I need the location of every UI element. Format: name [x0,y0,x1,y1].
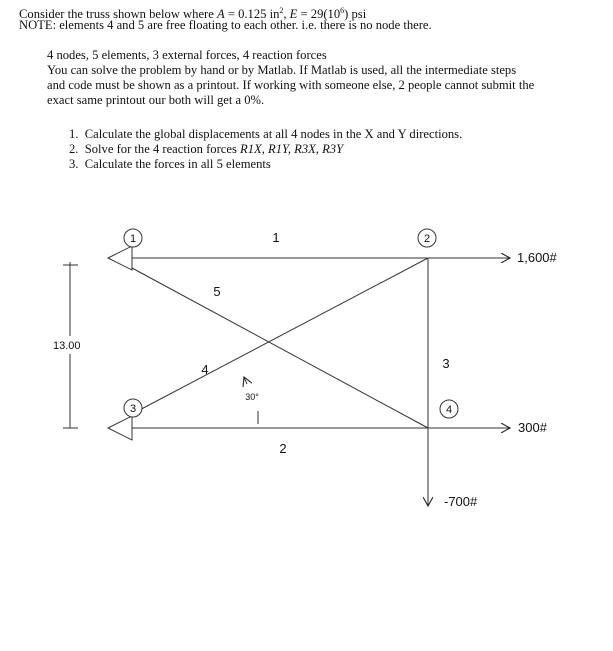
element-1-label: 1 [272,230,280,245]
angle-label: 30° [245,392,259,402]
force-label-700: -700# [444,494,478,509]
note-text: NOTE: elements 4 and 5 are free floating to each other. i.e. there is no node there. [19,18,432,32]
element-2-label: 2 [279,441,287,456]
task-number: 1. [69,127,79,141]
force-label-300: 300# [518,420,547,435]
element-4-label: 4 [201,362,209,377]
task-text: Calculate the global displacements at all 4 nodes in the X and Y directions. [84,127,463,141]
node-2-label: 2 [423,233,431,245]
node-4-label: 4 [445,404,453,416]
task-text: Calculate the forces in all 5 elements [84,157,271,171]
angle-arrow [244,377,247,384]
statement-text: Consider the truss shown below where [19,7,217,22]
modulus-exponent: 6 [340,6,345,15]
area-exponent: 2 [279,6,284,15]
dimension-label: 13.00 [53,340,81,352]
modulus-unit: ) psi [344,7,367,22]
task-number: 2. [69,142,79,156]
modulus-value: = 29(10 [297,7,341,22]
area-value: = 0.125 in [224,7,280,22]
task-number: 3. [69,157,79,171]
task-text: Solve for the 4 reaction forces [84,142,241,156]
separator: , [283,7,290,22]
element-3-label: 3 [442,356,450,371]
force-label-1600: 1,600# [517,250,557,265]
instructions-line-3: exact same printout our both will get a 0%. [47,93,265,107]
modulus-symbol: E [289,7,298,22]
node-3-label: 3 [129,403,137,415]
element-4-member [129,258,428,415]
summary-text: 4 nodes, 5 elements, 3 external forces, 4 reaction forces [47,48,327,62]
area-symbol: A [216,7,225,22]
element-5-label: 5 [213,284,221,299]
node-1-label: 1 [129,233,137,245]
instructions-line-1: You can solve the problem by hand or by Matlab. If Matlab is used, all the intermediate steps [47,63,517,77]
reaction-symbols: R1X, R1Y, R3X, R3Y [240,142,344,156]
pin-support-node-3 [108,416,132,440]
element-5-member [129,268,428,428]
pin-support-node-1 [108,246,132,270]
instructions-line-2: and code must be shown as a printout. If working with someone else, 2 people cannot submit the [47,78,535,92]
